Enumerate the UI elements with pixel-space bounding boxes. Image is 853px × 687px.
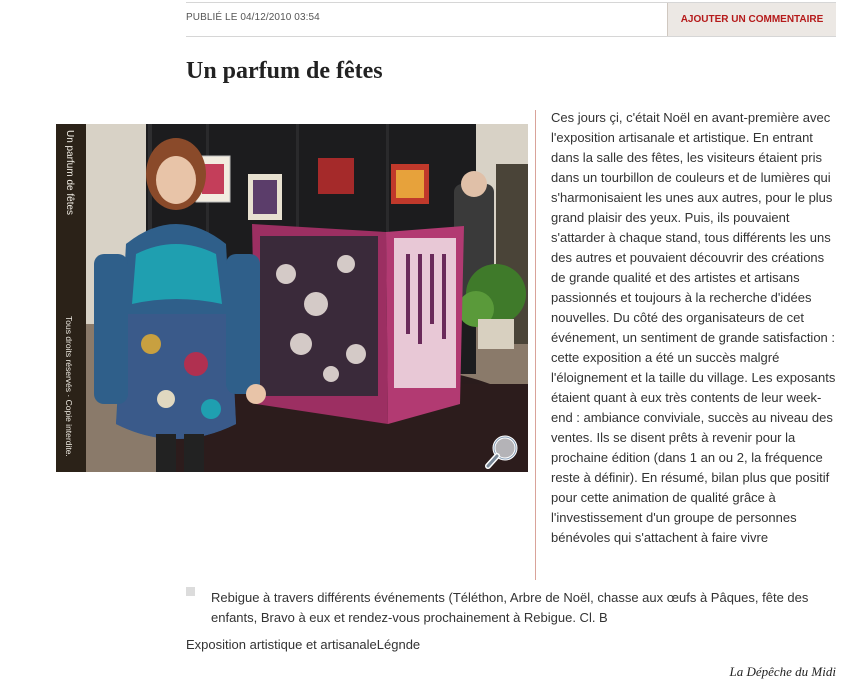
article-body-column — [551, 108, 839, 548]
article-body: Ces jours çi, c'était Noël en avant-première avec l'exposition artisanale et artistique. En entrant dans la salle des fêtes, les visiteurs étaient pris dans un tourbillon de couleurs et de lumières qui s'harmonisaient les unes aux autres, pour le plus grand plaisir des yeux. Puis, ils pouvaient s'attarder à chaque stand, tous différents les uns des autres et pouvaient découvrir des créations de grande qualité et des artistes et artisans passionnés et toujours à la recherche d'idées nouvelles. Du côté des organisateurs de cet événement, un sentiment de grande satisfaction : cette exposition a été un succès malgré l'éloignement et la taille du village. Les exposants étaient quant à eux très contents de leur week-end : ambiance conviviale, succès au niveau des ventes. Ils se disent prêts à revenir pour la prochaine édition (dans 1 an ou 2, la fréquence reste à définir). En résumé, bilan plus que positif pour cette animation de qualité grâce à l'investissement d'un groupe de personnes bénévoles qui s'attachent à faire vivre — [551, 110, 836, 545]
photo-scene — [56, 124, 528, 472]
column-divider — [535, 110, 536, 580]
article-title: Un parfum de fêtes — [186, 58, 383, 84]
article-meta-bar — [186, 2, 836, 37]
source-credit: La Dépêche du Midi — [729, 664, 836, 679]
article-body-continued: Rebigue à travers différents événements (Téléthon, Arbre de Noël, chasse aux œufs à Pâques, fête des enfants, Bravo à eux et rendez-vous prochainement à Rebigue. Cl. B — [211, 590, 809, 625]
photo-side-band — [56, 124, 86, 472]
magnifier-icon[interactable] — [485, 434, 521, 470]
photo-side-title: Un parfum de fêtes — [64, 130, 75, 216]
article-photo[interactable] — [56, 124, 528, 472]
add-comment-button[interactable]: AJOUTER UN COMMENTAIRE — [667, 3, 836, 36]
bullet-marker — [186, 587, 195, 596]
photo-copyright: Tous droits réservés · Copie interdite. — [64, 316, 74, 457]
publication-date: PUBLIÉ LE 04/12/2010 03:54 — [186, 12, 320, 23]
photo-caption: Exposition artistique et artisanaleLégnde — [186, 637, 421, 652]
